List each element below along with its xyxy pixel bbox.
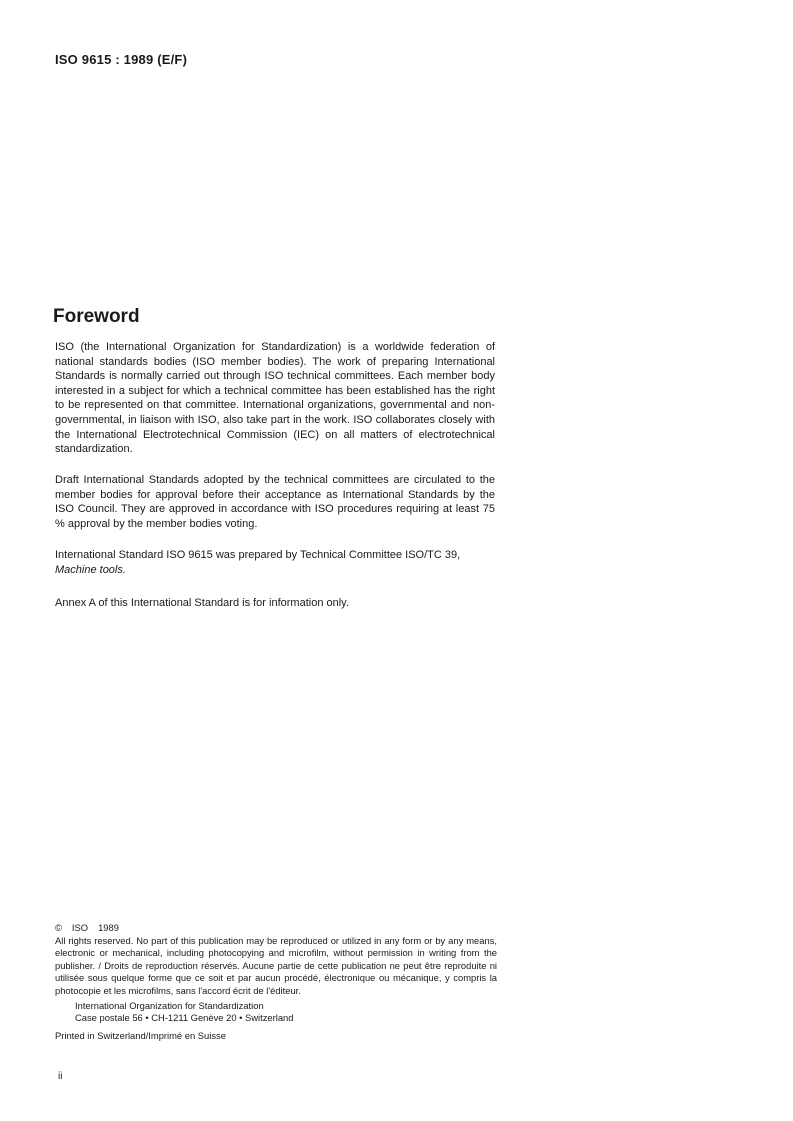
copyright-year: 1989 [98, 922, 119, 933]
page-number: ii [58, 1071, 63, 1082]
copyright-line [55, 922, 497, 935]
copyright-notice: All rights reserved. No part of this publication may be reproduced or utilized in any form or by any means, electronic or mechanical, including photocopying and microfilm, without permission in writing from the publisher. / Droits de reproduction réservés. Aucune partie de cette publication ne peut être reproduite ni utilisée sous quelque forme que ce soit et par aucun procédé, électronique ou mécanique, y compris la photocopie et les microfilms, sans l'accord écrit de l'éditeur. [55, 934, 497, 996]
publisher-address: Case postale 56 • CH-1211 Genève 20 • Switzerland [75, 1012, 294, 1024]
foreword-title: Foreword [53, 306, 140, 327]
copyright-icon: © [55, 922, 62, 933]
foreword-paragraph-2: Draft International Standards adopted by the technical committees are circulated to the member bodies for approval before their acceptance as International Standards by the ISO Council. They are approved in accordance with ISO procedures requiring at least 75 % approval by the member bodies voting. [55, 474, 495, 530]
document-id: ISO 9615 : 1989 (E/F) [55, 52, 188, 67]
copyright-block [55, 922, 497, 1042]
printed-in: Printed in Switzerland/Imprimé en Suisse [55, 1029, 226, 1041]
committee-statement: International Standard ISO 9615 was prepared by Technical Committee ISO/TC 39, [55, 549, 461, 561]
foreword-paragraph-1: ISO (the International Organization for Standardization) is a worldwide federation of national standards bodies (ISO member bodies). The work of preparing International Standards is normally carried out through ISO technical committees. Each member body interested in a subject for which a technical committee has been established has the right to be represented on that committee. International organizations, governmental and non-governmental, in liaison with ISO, also take part in the work. ISO collaborates closely with the International Electrotechnical Commission (IEC) on all matters of electrotechnical standardization. [55, 341, 495, 456]
copyright-holder: ISO [71, 922, 89, 933]
publisher-name: International Organization for Standardization [75, 999, 264, 1011]
foreword-paragraph-3 [55, 548, 495, 577]
committee-name: Machine tools. [55, 563, 126, 576]
foreword-paragraph-4: Annex A of this International Standard is for information only. [55, 597, 349, 609]
